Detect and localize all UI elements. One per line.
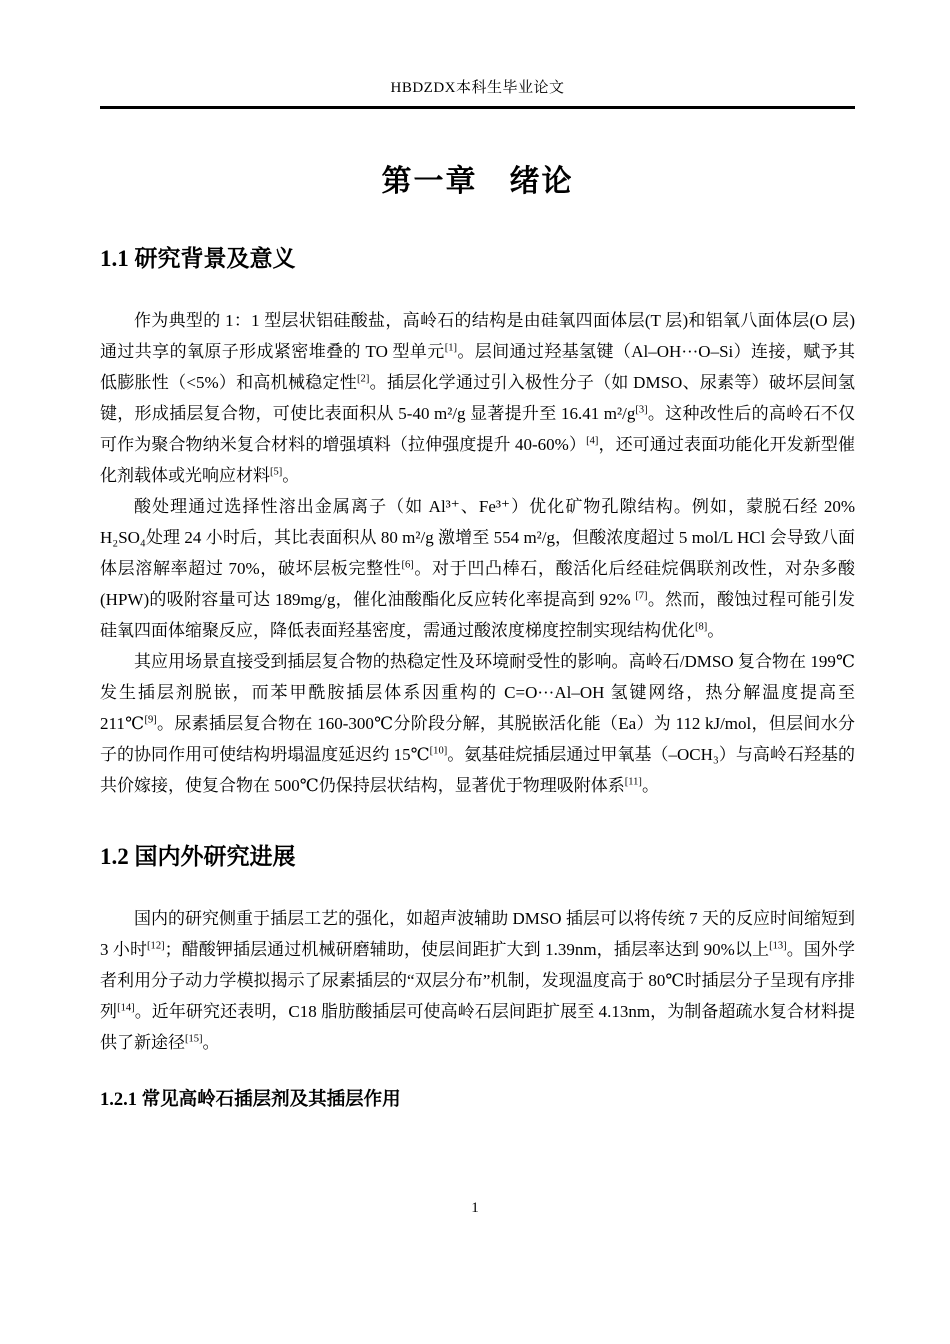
citation-ref: [8]	[695, 621, 708, 633]
citation-ref: [13]	[769, 940, 787, 952]
page-body	[100, 109, 855, 1114]
citation-ref: [4]	[586, 435, 599, 447]
citation-ref: [9]	[144, 714, 157, 726]
subsection-heading-1-2-1: 1.2.1 常见高岭石插层剂及其插层作用	[100, 1090, 401, 1110]
body-paragraph: 其应用场景直接受到插层复合物的热稳定性及环境耐受性的影响。高岭石/DMSO 复合物在 199℃发生插层剂脱嵌，而苯甲酰胺插层体系因重构的 C=O···Al–OH 氢键网络，热分解温度提高至 211℃[9]。尿素插层复合物在 160-300℃分阶段分解，其脱嵌活化能（Ea）为 112 kJ/mol，但层间水分子的协同作用可使结构坍塌温度延迟约 15℃[10]。氨基硅烷插层通过甲氧基（–OCH₃）与高岭石羟基的共价嫁接，使复合物在 500℃仍保持层状结构，显著优于物理吸附体系[11]。	[100, 652, 855, 795]
citation-ref: [3]	[635, 404, 648, 416]
citation-ref: [1]	[444, 342, 457, 354]
citation-ref: [5]	[270, 466, 283, 478]
citation-ref: [11]	[624, 776, 642, 788]
citation-ref: [14]	[117, 1002, 135, 1014]
citation-ref: [7]	[635, 590, 648, 602]
citation-ref: [10]	[429, 745, 448, 757]
citation-ref: [15]	[185, 1033, 203, 1045]
page-footer	[0, 1198, 950, 1218]
running-head: HBDZDX本科生毕业论文	[390, 80, 565, 96]
body-paragraph: 酸处理通过选择性溶出金属离子（如 Al³⁺、Fe³⁺）优化矿物孔隙结构。例如，蒙脱石经 20% H₂SO₄处理 24 小时后，其比表面积从 80 m²/g 激增至 554 m²/g，但酸浓度超过 5 mol/L HCl 会导致八面体层溶解率超过 70%，破坏层板完整性[6]。对于凹凸棒石，酸活化后经硅烷偶联剂改性，对杂多酸(HPW)的吸附容量可达 189mg/g，催化油酸酯化反应转化率提高到 92% [7]。然而，酸蚀过程可能引发硅氧四面体缩聚反应，降低表面羟基密度，需通过酸浓度梯度控制实现结构优化[8]。	[100, 497, 855, 640]
section-heading-1-1: 1.1 研究背景及意义	[100, 246, 296, 271]
chapter-title: 第一章 绪论	[381, 165, 574, 198]
body-paragraph: 国内的研究侧重于插层工艺的强化，如超声波辅助 DMSO 插层可以将传统 7 天的反应时间缩短到 3 小时[12]；醋酸钾插层通过机械研磨辅助，使层间距扩大到 1.39nm，插层率达到 90%以上[13]。国外学者利用分子动力学模拟揭示了尿素插层的“双层分布”机制，发现温度高于 80℃时插层分子呈现有序排列[14]。近年研究还表明，C18 脂肪酸插层可使高岭石层间距扩展至 4.13nm，为制备超疏水复合材料提供了新途径[15]。	[100, 909, 856, 1052]
section-heading-1-2: 1.2 国内外研究进展	[100, 844, 296, 869]
page-number: 1	[471, 1200, 479, 1216]
citation-ref: [6]	[401, 559, 414, 571]
page-header	[100, 0, 855, 109]
citation-ref: [2]	[357, 373, 370, 385]
citation-ref: [12]	[147, 940, 165, 952]
body-paragraph: 作为典型的 1：1 型层状铝硅酸盐，高岭石的结构是由硅氧四面体层(T 层)和铝氧八面体层(O 层)通过共享的氧原子形成紧密堆叠的 TO 型单元[1]。层间通过羟基氢键（Al–OH···O–Si）连接，赋予其低膨胀性（<5%）和高机械稳定性[2]。插层化学通过引入极性分子（如 DMSO、尿素等）破坏层间氢键，形成插层复合物，可使比表面积从 5-40 m²/g 显著提升至 16.41 m²/g[3]。这种改性后的高岭石不仅可作为聚合物纳米复合材料的增强填料（拉伸强度提升 40-60%）[4]，还可通过表面功能化开发新型催化剂载体或光响应材料[5]。	[100, 311, 856, 485]
